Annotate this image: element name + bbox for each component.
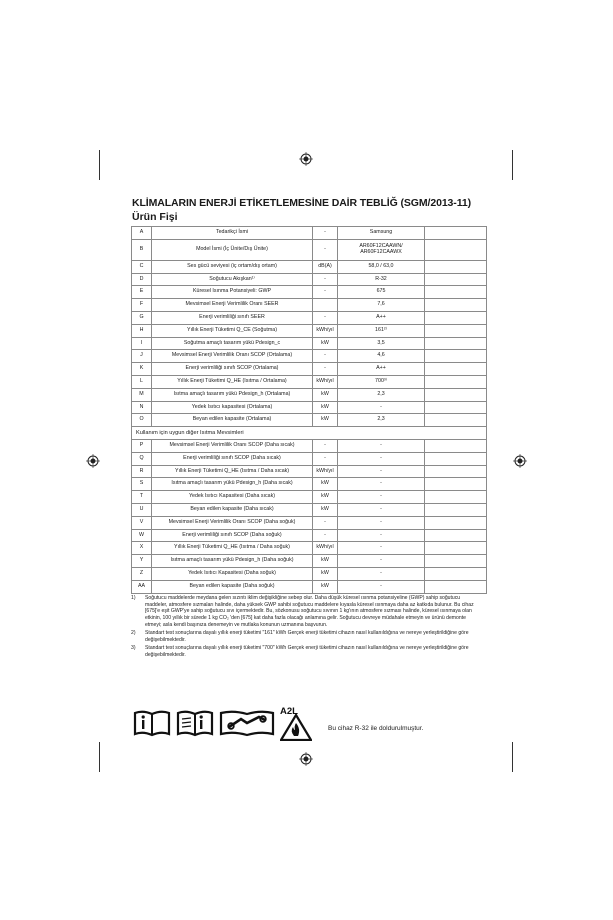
row-letter: M — [132, 388, 152, 401]
empty-cell — [425, 580, 487, 593]
footnote — [131, 645, 483, 658]
row-unit: kW — [313, 503, 338, 516]
row-letter: Y — [132, 555, 152, 568]
row-unit: kWh/yıl — [313, 375, 338, 388]
row-description: Soğutucu Akışkan¹⁾ — [152, 273, 313, 286]
row-unit: - — [313, 227, 338, 240]
row-value: 700³⁾ — [338, 375, 425, 388]
registration-mark-icon — [86, 454, 100, 468]
row-value: - — [338, 452, 425, 465]
footnote — [131, 630, 483, 643]
table-row — [132, 273, 487, 286]
row-description: Enerji verimliliği sınıfı SEER — [152, 311, 313, 324]
row-letter: E — [132, 286, 152, 299]
row-value: 2,3 — [338, 414, 425, 427]
row-letter: S — [132, 478, 152, 491]
empty-cell — [425, 299, 487, 312]
empty-cell — [425, 567, 487, 580]
refrigerant-note: Bu cihaz R-32 ile doldurulmuştur. — [328, 725, 424, 732]
registration-mark-icon — [299, 752, 313, 766]
row-description: Ses gücü seviyesi (iç ortam/dış ortam) — [152, 260, 313, 273]
table-row — [132, 503, 487, 516]
row-unit: - — [313, 286, 338, 299]
empty-cell — [425, 491, 487, 504]
empty-cell — [425, 311, 487, 324]
row-description: Mevsimsel Enerji Verimlilik Oranı SCOP (Ortalama) — [152, 350, 313, 363]
row-description: Isıtma amaçlı tasarım yükü Pdesign_h (Ortalama) — [152, 388, 313, 401]
row-unit: kWh/yıl — [313, 465, 338, 478]
row-description: Yedek Isıtıcı Kapasitesi (Daha soğuk) — [152, 567, 313, 580]
product-fiche-table — [131, 226, 487, 594]
row-value: - — [338, 567, 425, 580]
row-value: 675 — [338, 286, 425, 299]
row-value: - — [338, 491, 425, 504]
page-subtitle: Ürün Fişi — [132, 211, 178, 223]
icon-strip — [133, 705, 317, 741]
row-letter: C — [132, 260, 152, 273]
service-manual-icon — [219, 709, 275, 737]
table-row — [132, 567, 487, 580]
row-letter: N — [132, 401, 152, 414]
row-unit — [313, 299, 338, 312]
row-letter: O — [132, 414, 152, 427]
table-row — [132, 465, 487, 478]
row-unit: - — [313, 452, 338, 465]
row-letter: F — [132, 299, 152, 312]
row-description: Isıtma amaçlı tasarım yükü Pdesign_h (Daha sıcak) — [152, 478, 313, 491]
row-unit: - — [313, 311, 338, 324]
crop-mark — [99, 742, 100, 772]
row-value: - — [338, 503, 425, 516]
row-value: - — [338, 401, 425, 414]
row-letter: W — [132, 529, 152, 542]
empty-cell — [425, 375, 487, 388]
footnote-text: Standart test sonuçlarına dayalı yıllık enerji tüketimi "700" kWh Gerçek enerji tüketimi cihazın nasıl kullanıldığına ve nereye yerleştirildiğine göre değişebilmektedir. — [145, 645, 469, 658]
flammable-a2l-icon — [280, 705, 312, 741]
registration-mark-icon — [513, 454, 527, 468]
row-letter: R — [132, 465, 152, 478]
empty-cell — [425, 503, 487, 516]
row-value: A++ — [338, 311, 425, 324]
row-unit: - — [313, 529, 338, 542]
row-value: 2,3 — [338, 388, 425, 401]
svg-text:A2L: A2L — [280, 706, 298, 717]
row-description: Tedarikçi İsmi — [152, 227, 313, 240]
row-description: Küresel Isınma Potansiyeli: GWP — [152, 286, 313, 299]
row-unit: kWh/yıl — [313, 324, 338, 337]
table-row — [132, 260, 487, 273]
row-description: Beyan edilen kapasite (Daha sıcak) — [152, 503, 313, 516]
empty-cell — [425, 239, 487, 260]
table-row — [132, 311, 487, 324]
row-description: Enerji verimliliği sınıfı SCOP (Daha soğuk) — [152, 529, 313, 542]
table-row — [132, 452, 487, 465]
row-letter: J — [132, 350, 152, 363]
row-letter: D — [132, 273, 152, 286]
row-value: 7,6 — [338, 299, 425, 312]
registration-mark-icon — [299, 152, 313, 166]
row-description: Yıllık Enerji Tüketimi Q_HE (Isıtma / Ortalama) — [152, 375, 313, 388]
row-unit: kW — [313, 388, 338, 401]
table-row — [132, 478, 487, 491]
empty-cell — [425, 286, 487, 299]
row-letter: T — [132, 491, 152, 504]
empty-cell — [425, 555, 487, 568]
row-unit: dB(A) — [313, 260, 338, 273]
row-value: - — [338, 465, 425, 478]
row-unit: - — [313, 363, 338, 376]
row-unit: - — [313, 273, 338, 286]
table-row — [132, 350, 487, 363]
row-description: Enerji verimliliği sınıfı SCOP (Daha sıcak) — [152, 452, 313, 465]
footnote-number: 3) — [131, 645, 136, 652]
row-value: - — [338, 516, 425, 529]
row-value: - — [338, 542, 425, 555]
row-value: 58,0 / 63,0 — [338, 260, 425, 273]
row-description: Mevsimsel Enerji Verimlilik Oranı SCOP (Daha soğuk) — [152, 516, 313, 529]
section-title: Kullanım için uygun diğer Isıtma Mevsimleri — [132, 427, 487, 440]
table-row — [132, 299, 487, 312]
empty-cell — [425, 452, 487, 465]
table-row — [132, 491, 487, 504]
row-letter: Q — [132, 452, 152, 465]
row-unit: kW — [313, 414, 338, 427]
footnote — [131, 595, 483, 629]
row-value: R-32 — [338, 273, 425, 286]
empty-cell — [425, 350, 487, 363]
row-description: Beyan edilen kapasite (Daha soğuk) — [152, 580, 313, 593]
row-description: Yıllık Enerji Tüketimi Q_CE (Soğutma) — [152, 324, 313, 337]
row-letter: B — [132, 239, 152, 260]
table-row — [132, 439, 487, 452]
row-description: Yedek Isıtıcı kapasitesi (Ortalama) — [152, 401, 313, 414]
row-value: - — [338, 555, 425, 568]
crop-mark — [512, 150, 513, 180]
row-description: Yıllık Enerji Tüketimi Q_HE (Isıtma / Daha sıcak) — [152, 465, 313, 478]
row-value: - — [338, 439, 425, 452]
row-unit: kW — [313, 580, 338, 593]
row-unit: kW — [313, 555, 338, 568]
row-description: Enerji verimliliği sınıfı SCOP (Ortalama) — [152, 363, 313, 376]
row-value: A++ — [338, 363, 425, 376]
row-letter: Z — [132, 567, 152, 580]
empty-cell — [425, 337, 487, 350]
row-unit: - — [313, 239, 338, 260]
row-description: Beyan edilen kapasite (Ortalama) — [152, 414, 313, 427]
table-row — [132, 239, 487, 260]
section-row — [132, 427, 487, 440]
row-description: Yedek Isıtıcı Kapasitesi (Daha sıcak) — [152, 491, 313, 504]
crop-mark — [512, 742, 513, 772]
row-description: Model İsmi (İç Ünite/Dış Ünite) — [152, 239, 313, 260]
row-letter: V — [132, 516, 152, 529]
info-manual-icon — [176, 709, 214, 737]
empty-cell — [425, 439, 487, 452]
empty-cell — [425, 388, 487, 401]
row-letter: P — [132, 439, 152, 452]
row-letter: U — [132, 503, 152, 516]
row-value: Samsung — [338, 227, 425, 240]
table-row — [132, 414, 487, 427]
row-description: Yıllık Enerji Tüketimi Q_HE (Isıtma / Daha soğuk) — [152, 542, 313, 555]
row-unit: - — [313, 350, 338, 363]
empty-cell — [425, 273, 487, 286]
row-value: 161²⁾ — [338, 324, 425, 337]
row-unit: kW — [313, 567, 338, 580]
row-unit: kWh/yıl — [313, 542, 338, 555]
table-row — [132, 542, 487, 555]
row-value: - — [338, 529, 425, 542]
row-value: 3,5 — [338, 337, 425, 350]
empty-cell — [425, 516, 487, 529]
table-row — [132, 388, 487, 401]
page-title: KLİMALARIN ENERJİ ETİKETLEMESİNE DAİR TEBLİĞ (SGM/2013-11) — [132, 197, 471, 209]
table-row — [132, 580, 487, 593]
empty-cell — [425, 363, 487, 376]
crop-mark — [99, 150, 100, 180]
row-unit: kW — [313, 401, 338, 414]
row-letter: A — [132, 227, 152, 240]
row-letter: X — [132, 542, 152, 555]
row-value: AR60F12CAAWN/ AR60F12CAAWX — [338, 239, 425, 260]
table-row — [132, 286, 487, 299]
row-description: Mevsimsel Enerji Verimlilik Oranı SCOP (Daha sıcak) — [152, 439, 313, 452]
row-letter: K — [132, 363, 152, 376]
row-unit: kW — [313, 491, 338, 504]
footnote-number: 2) — [131, 630, 136, 637]
row-value: - — [338, 478, 425, 491]
table-row — [132, 324, 487, 337]
footnote-text: Standart test sonuçlarına dayalı yıllık enerji tüketimi "161" kWh Gerçek enerji tüketimi cihazın nasıl kullanıldığına ve nereye yerleştirildiğine göre değişebilmektedir. — [145, 630, 469, 643]
row-letter: L — [132, 375, 152, 388]
footnote-number: 1) — [131, 595, 136, 601]
empty-cell — [425, 401, 487, 414]
table-row — [132, 555, 487, 568]
table-row — [132, 529, 487, 542]
empty-cell — [425, 465, 487, 478]
row-description: Mevsimsel Enerji Verimlilik Oranı SEER — [152, 299, 313, 312]
empty-cell — [425, 529, 487, 542]
table-row — [132, 363, 487, 376]
row-unit: - — [313, 439, 338, 452]
empty-cell — [425, 478, 487, 491]
footnotes — [131, 595, 483, 660]
empty-cell — [425, 324, 487, 337]
row-letter: I — [132, 337, 152, 350]
table-row — [132, 227, 487, 240]
row-value: 4,6 — [338, 350, 425, 363]
row-description: Isıtma amaçlı tasarım yükü Pdesign_h (Daha soğuk) — [152, 555, 313, 568]
row-value: - — [338, 580, 425, 593]
row-letter: H — [132, 324, 152, 337]
row-description: Soğutma amaçlı tasarım yükü Pdesign_c — [152, 337, 313, 350]
row-unit: - — [313, 516, 338, 529]
empty-cell — [425, 227, 487, 240]
table-row — [132, 401, 487, 414]
table-row — [132, 516, 487, 529]
row-letter: AA — [132, 580, 152, 593]
empty-cell — [425, 260, 487, 273]
table-row — [132, 337, 487, 350]
footnote-text: Soğutucu maddelerde meydana gelen sızıntı iklim değişikliğine sebep olur. Daha düşük küresel ısınma potansiyeline (GWP) sahip soğutucu maddeler, atmosfere sızmaları halinde, daha yüksek GWP sahibi soğutucu maddelere kıyasla küresel ısınmaya daha az katkıda bulunur. Bu cihaz [675]'e eşit GWP'ye sahip soğutucu sıvı içermektedir. Bu, sözkonusu soğutucu sıvının 1 kg'ının atmosfere sızması halinde, küresel ısınmaya olan etkinin, 100 yıllık bir sürede 1 kg CO₂ 'den [675] kat daha fazla olacağı anlamına gelir. Soğutucu devreye müdahale etmeyin ve ürünü demonte etmeyi; asla kendi başınıza denemeyin ve mutlaka konunun uzmanına başvurun. — [145, 595, 474, 628]
read-manual-icon — [133, 709, 171, 737]
row-letter: G — [132, 311, 152, 324]
table-row — [132, 375, 487, 388]
empty-cell — [425, 414, 487, 427]
empty-cell — [425, 542, 487, 555]
row-unit: kW — [313, 337, 338, 350]
row-unit: kW — [313, 478, 338, 491]
